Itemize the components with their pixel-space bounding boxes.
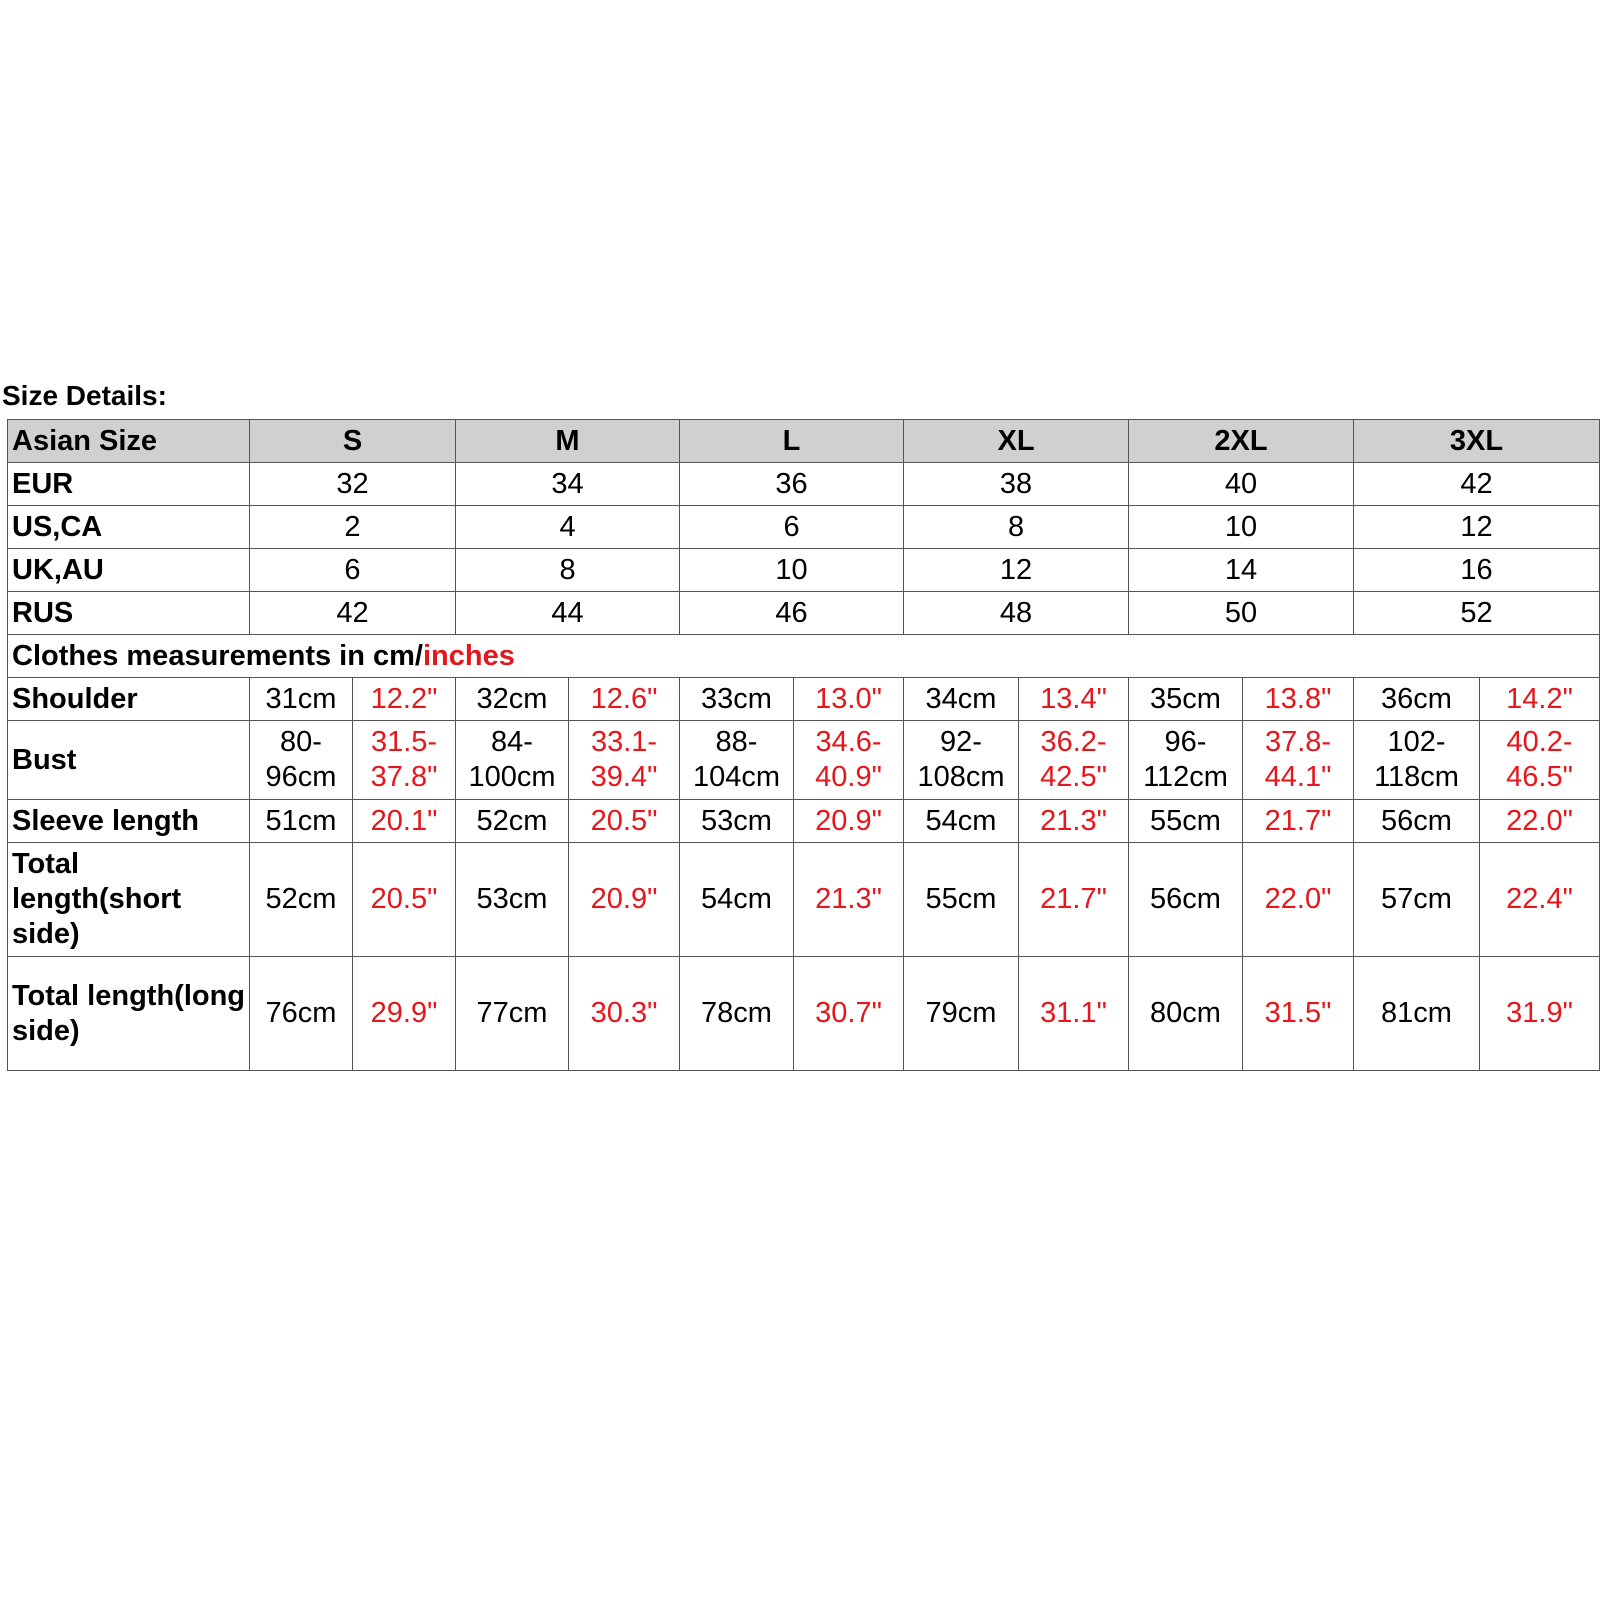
table-cell: 44 xyxy=(456,592,680,635)
table-cell: 46 xyxy=(680,592,904,635)
measurements-section-heading xyxy=(8,635,1600,678)
size-header-3xl: 3XL xyxy=(1354,420,1600,463)
cm-cell: 36cm xyxy=(1354,678,1480,721)
table-cell: 32 xyxy=(250,463,456,506)
inch-cell: 21.7" xyxy=(1019,843,1129,957)
table-row-sleeve-length xyxy=(8,800,1600,843)
inch-cell: 21.7" xyxy=(1243,800,1354,843)
table-cell: 42 xyxy=(250,592,456,635)
table-row-bust xyxy=(8,721,1600,800)
table-row-us-ca xyxy=(8,506,1600,549)
size-chart-table xyxy=(7,419,1600,1071)
row-label: RUS xyxy=(8,592,250,635)
cm-cell: 80-96cm xyxy=(250,721,353,800)
inch-cell: 31.5-37.8" xyxy=(353,721,456,800)
row-label: Shoulder xyxy=(8,678,250,721)
size-header-2xl: 2XL xyxy=(1129,420,1354,463)
cm-cell: 32cm xyxy=(456,678,569,721)
inch-cell: 12.6" xyxy=(569,678,680,721)
table-cell: 10 xyxy=(680,549,904,592)
cm-cell: 55cm xyxy=(904,843,1019,957)
cm-cell: 80cm xyxy=(1129,957,1243,1071)
inch-cell: 30.3" xyxy=(569,957,680,1071)
inch-cell: 12.2" xyxy=(353,678,456,721)
table-cell: 34 xyxy=(456,463,680,506)
table-cell: 10 xyxy=(1129,506,1354,549)
cm-cell: 34cm xyxy=(904,678,1019,721)
asian-size-header: Asian Size xyxy=(8,420,250,463)
cm-cell: 102-118cm xyxy=(1354,721,1480,800)
table-cell: 36 xyxy=(680,463,904,506)
row-label: Sleeve length xyxy=(8,800,250,843)
inch-cell: 13.8" xyxy=(1243,678,1354,721)
cm-cell: 35cm xyxy=(1129,678,1243,721)
size-header-m: M xyxy=(456,420,680,463)
table-row-eur xyxy=(8,463,1600,506)
table-cell: 14 xyxy=(1129,549,1354,592)
size-details-title: Size Details: xyxy=(2,380,167,411)
cm-cell: 31cm xyxy=(250,678,353,721)
inch-cell: 33.1-39.4" xyxy=(569,721,680,800)
cm-cell: 78cm xyxy=(680,957,794,1071)
inch-cell: 22.4" xyxy=(1480,843,1600,957)
cm-cell: 53cm xyxy=(680,800,794,843)
cm-cell: 53cm xyxy=(456,843,569,957)
inch-cell: 30.7" xyxy=(794,957,904,1071)
row-label: Total length(short side) xyxy=(8,843,250,957)
cm-cell: 51cm xyxy=(250,800,353,843)
row-label: US,CA xyxy=(8,506,250,549)
inch-cell: 21.3" xyxy=(1019,800,1129,843)
inch-cell: 31.5" xyxy=(1243,957,1354,1071)
table-cell: 4 xyxy=(456,506,680,549)
cm-cell: 76cm xyxy=(250,957,353,1071)
section-heading-text: Clothes measurements in cm/ xyxy=(12,639,423,672)
cm-cell: 54cm xyxy=(904,800,1019,843)
table-cell: 50 xyxy=(1129,592,1354,635)
table-row-total-length-short xyxy=(8,843,1600,957)
inch-cell: 20.1" xyxy=(353,800,456,843)
inch-cell: 40.2-46.5" xyxy=(1480,721,1600,800)
cm-cell: 88-104cm xyxy=(680,721,794,800)
inch-cell: 20.5" xyxy=(353,843,456,957)
inch-cell: 31.1" xyxy=(1019,957,1129,1071)
cm-cell: 79cm xyxy=(904,957,1019,1071)
table-cell: 2 xyxy=(250,506,456,549)
table-row-rus xyxy=(8,592,1600,635)
size-header-l: L xyxy=(680,420,904,463)
row-label: Bust xyxy=(8,721,250,800)
cm-cell: 81cm xyxy=(1354,957,1480,1071)
inch-cell: 31.9" xyxy=(1480,957,1600,1071)
row-label: Total length(long side) xyxy=(8,957,250,1071)
table-cell: 12 xyxy=(904,549,1129,592)
size-header-xl: XL xyxy=(904,420,1129,463)
inch-cell: 29.9" xyxy=(353,957,456,1071)
cm-cell: 56cm xyxy=(1354,800,1480,843)
size-header-s: S xyxy=(250,420,456,463)
inch-cell: 20.5" xyxy=(569,800,680,843)
cm-cell: 56cm xyxy=(1129,843,1243,957)
section-heading-inches: inches xyxy=(422,639,515,672)
inch-cell: 36.2-42.5" xyxy=(1019,721,1129,800)
table-row-uk-au xyxy=(8,549,1600,592)
size-header-row xyxy=(8,420,1600,463)
inch-cell: 13.4" xyxy=(1019,678,1129,721)
inch-cell: 37.8-44.1" xyxy=(1243,721,1354,800)
inch-cell: 13.0" xyxy=(794,678,904,721)
table-cell: 42 xyxy=(1354,463,1600,506)
table-row-total-length-long xyxy=(8,957,1600,1071)
table-cell: 48 xyxy=(904,592,1129,635)
table-cell: 8 xyxy=(904,506,1129,549)
cm-cell: 55cm xyxy=(1129,800,1243,843)
row-label: UK,AU xyxy=(8,549,250,592)
inch-cell: 20.9" xyxy=(794,800,904,843)
inch-cell: 22.0" xyxy=(1243,843,1354,957)
cm-cell: 92-108cm xyxy=(904,721,1019,800)
cm-cell: 77cm xyxy=(456,957,569,1071)
cm-cell: 96-112cm xyxy=(1129,721,1243,800)
cm-cell: 33cm xyxy=(680,678,794,721)
cm-cell: 54cm xyxy=(680,843,794,957)
cm-cell: 57cm xyxy=(1354,843,1480,957)
table-cell: 16 xyxy=(1354,549,1600,592)
cm-cell: 84-100cm xyxy=(456,721,569,800)
table-cell: 40 xyxy=(1129,463,1354,506)
inch-cell: 21.3" xyxy=(794,843,904,957)
inch-cell: 20.9" xyxy=(569,843,680,957)
inch-cell: 14.2" xyxy=(1480,678,1600,721)
table-cell: 8 xyxy=(456,549,680,592)
table-cell: 6 xyxy=(680,506,904,549)
table-cell: 52 xyxy=(1354,592,1600,635)
table-cell: 12 xyxy=(1354,506,1600,549)
table-row-shoulder xyxy=(8,678,1600,721)
table-cell: 6 xyxy=(250,549,456,592)
measurements-section-row xyxy=(8,635,1600,678)
table-cell: 38 xyxy=(904,463,1129,506)
cm-cell: 52cm xyxy=(456,800,569,843)
inch-cell: 22.0" xyxy=(1480,800,1600,843)
row-label: EUR xyxy=(8,463,250,506)
cm-cell: 52cm xyxy=(250,843,353,957)
inch-cell: 34.6-40.9" xyxy=(794,721,904,800)
